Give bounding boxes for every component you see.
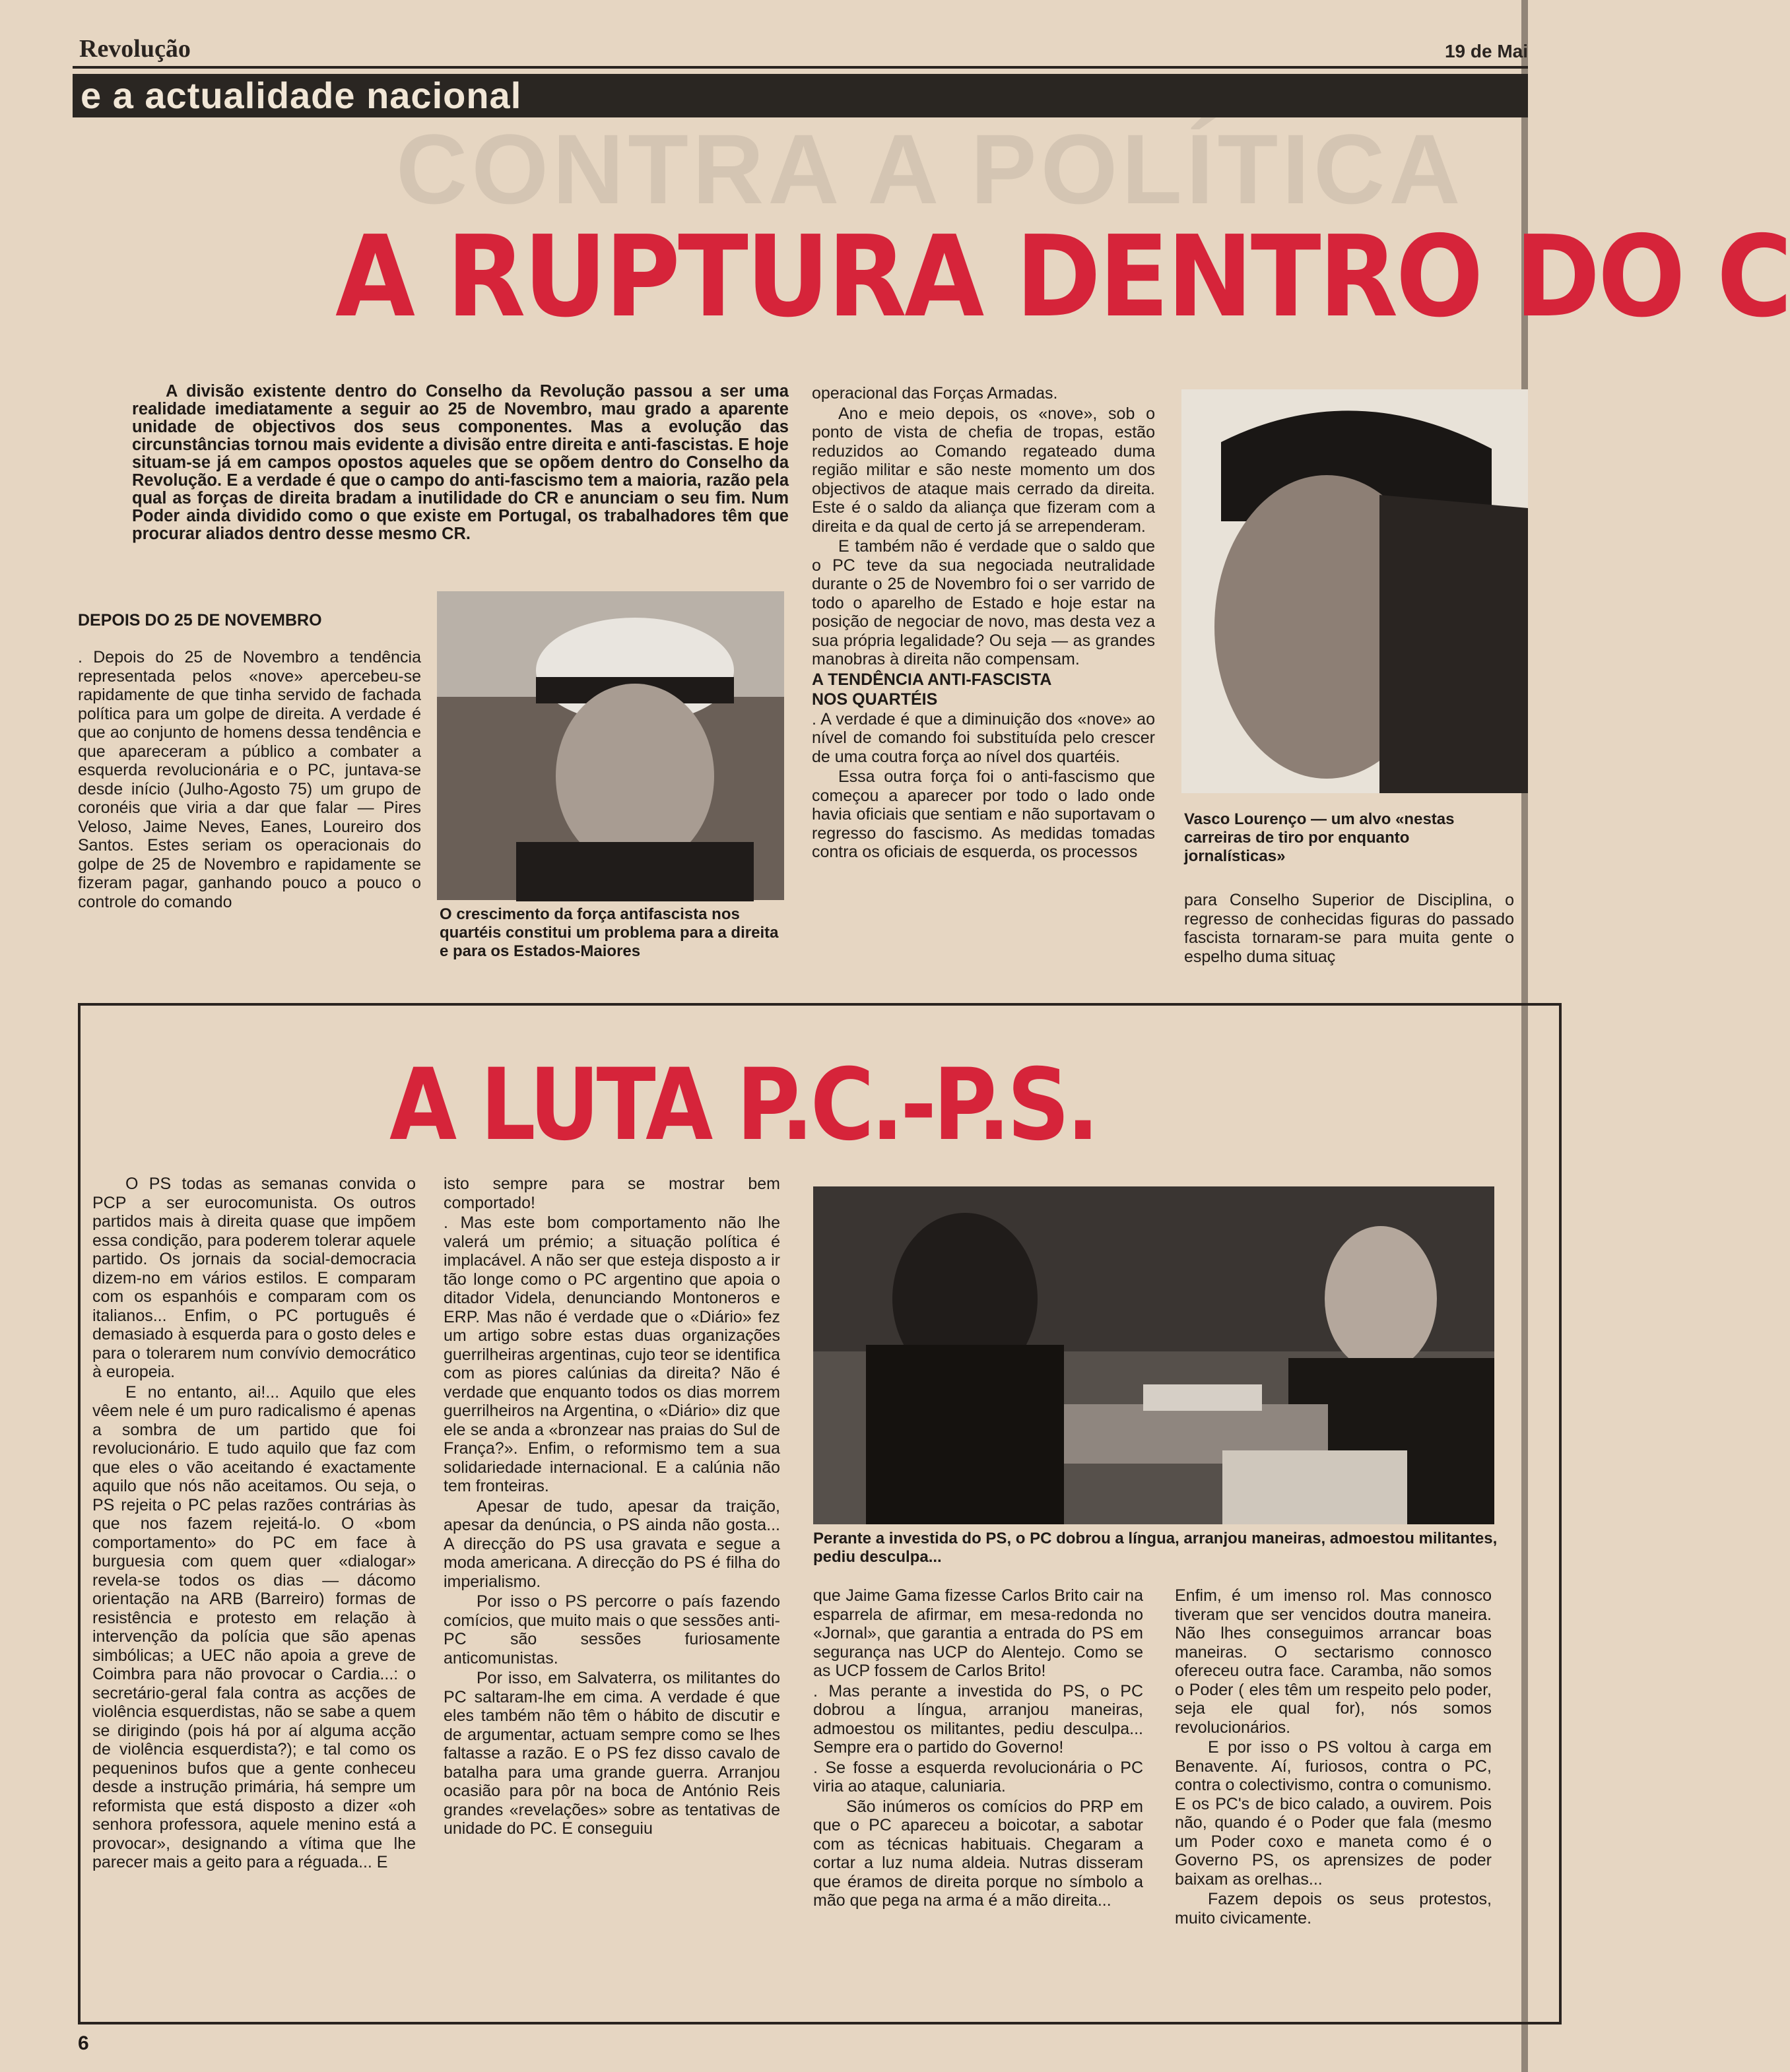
article2-col1-text-a: O PS todas as semanas convida o PCP a ser eurocomunista. Os outros partidos mais à direita quase que impõem essa condição, para poderem tolerar aquele partido. Os jornais da social-democracia dizem-no em vários estilos. E comparam com os espanhóis e comparam com os italianos... Enfim, o PC português é demasiado à esquerda para o gosto deles e para o tolerarem num convívio democrático à europeia. (92, 1175, 416, 1381)
photo-vasco-caption: Vasco Lourenço — um alvo «nestas carreiras de tiro por enquanto jornalísticas» (1184, 810, 1455, 865)
article1-column-3 (812, 384, 1155, 863)
headline-ruptura: A RUPTURA DENTRO DO C (335, 212, 1790, 342)
article2-col3-text-c: . Se fosse a esquerda revolucionária o PC viria ao ataque, caluniaria. (813, 1758, 1143, 1796)
article1-col3-text-a: operacional das Forças Armadas. (812, 384, 1058, 403)
ghost-headline: CONTRA A POLÍTICA (396, 113, 1465, 224)
subhead-tendencia-b: NOS QUARTÉIS (812, 690, 938, 709)
article2-column-1 (92, 1175, 416, 1873)
issue-date: 19 de Mai (1444, 41, 1528, 61)
photo-interview-caption: Perante a investida do PS, o PC dobrou a língua, arranjou maneiras, admoestou militantes, pediu desculpa... (813, 1530, 1498, 1566)
article2-col2-text-a: isto sempre para se mostrar bem comportado! (444, 1175, 780, 1212)
page-number: 6 (78, 2032, 89, 2054)
article2-col3-text-b: . Mas perante a investida do PS, o PC dobrou a língua, arranjou maneiras, admoestou os militantes, pediu desculpa... Sempre era o partido do Governo! (813, 1681, 1143, 1757)
article1-col1-text: . Depois do 25 de Novembro a tendência representada pelos «nove» apercebeu-se rapidamente de que tinha servido de fachada política para um golpe de direita. A verdade é que ao conjunto de homens dessa tendência e que apareceram a público a combater a esquerda revolucionária e o PC, juntava-se desde início (Julho-Agosto 75) um grupo de coronéis que viria a dar que falar — Pires Veloso, Jaime Neves, Eanes, Loureiro dos Santos. Estes seriam os operacionais do golpe de 25 de Novembro e rapidamente se fizeram pagar, ganhando pouco a pouco o controle do comando (78, 648, 421, 911)
article1-column-1 (78, 611, 421, 913)
article2-col4-text-b: E por isso o PS voltou à carga em Benavente. Aí, furiosos, contra o PC, contra o colectivismo, contra o comunismo. E os PC's de bico calado, a ouvirem. Pois não, quando é o Poder que fala (mesmo um Poder coxo e maneta como é o Governo PS, os aprensizes de poder baixam as orelhas... (1175, 1738, 1492, 1889)
photo-admiral-caption: O crescimento da força antifascista nos quartéis constitui um problema para a direita e para os Estados-Maiores (440, 905, 779, 960)
photo-vasco-lourenco (1181, 389, 1528, 793)
article2-col3-text-d: São inúmeros os comícios do PRP em que o PC apareceu a boicotar, a sabotar com as técnicas habituais. Chegaram a cortar a luz numa aldeia. Nutras disseram que éramos de direita porque no símbolo a mão que pega na arma é a mão direita... (813, 1797, 1143, 1910)
article1-lead: A divisão existente dentro do Conselho da Revolução passou a ser uma realidade imediatamente a seguir ao 25 de Novembro, mau grado a aparente unidade de objectivos dos seus componentes. Mas a evolução das circunstâncias tornou mais evidente a divisão entre direita e anti-fascistas. E hoje situam-se já em campos opostos aqueles que se opõem dentro do Conselho da Revolução. E a verdade é que o campo do anti-fascismo tem a maioria, razão pela qual as forças de direita bradam a inutilidade do CR e anunciam o seu fim. Num Poder ainda dividido como o que existe em Portugal, os trabalhadores têm que procurar aliados dentro desse mesmo CR. (132, 382, 789, 543)
section-title: e a actualidade nacional (81, 75, 522, 116)
article2-col2-text-b: . Mas este bom comportamento não lhe valerá um prémio; a situação política é implacável. A não ser que esteja disposto a ir tão longe como o PC argentino que apoia o ditador Videla, denunciando Montoneros e ERP. Mas não é verdade que o «Diário» fez um artigo sobre estas duas organizações guerrilheiras argentinas, cujo teor se identifica com as piores calúnias da direita? Não é verdade que enquanto todos os dias morrem guerrilheiros na Argentina, o «Diário» diz que ele se anda a «bronzear nas praias do Sul de França?». Enfim, o reformismo tem a sua solidariedade internacional. E a calúnia não tem fronteiras. (444, 1214, 780, 1495)
article1-col3-text-d: . A verdade é que a diminuição dos «nove» ao nível de comando foi substituída pelo crescer de uma coutra força ao nível dos quartéis. (812, 709, 1155, 766)
article2-col3-text-a: que Jaime Gama fizesse Carlos Brito cair na esparrela de afirmar, em mesa-redonda no «Jornal», que garantia a entrada do PS em segurança nas UCP do Alentejo. Como se as UCP fossem de Carlos Brito! (813, 1586, 1143, 1680)
article1-col3-text-e: Essa outra força foi o anti-fascismo que começou a aparecer por todo o lado onde havia oficiais que sentiam e não suportavam o regresso do fascismo. As medidas tomadas contra os oficiais de esquerda, os processos (812, 767, 1155, 861)
headline-luta: A LUTA P.C.-P.S. (389, 1048, 1096, 1163)
subhead-tendencia-a: A TENDÊNCIA ANTI-FASCISTA (812, 670, 1052, 689)
article2-col1-text-b: E no entanto, ai!... Aquilo que eles vêem nele é um puro radicalismo é apenas a sombra de um partido que foi revolucionário. E tudo aquilo que faz com que eles o vão aceitando é exactamente aquilo que nós não aceitamos. Ou seja, o PS rejeita o PC pelas razões contrárias às que nos fazem rejeitá-lo. O «bom comportamento» do PC em face à burguesia com quem quer «dialogar» revela-se todos os dias — dácomo orientação na ARB (Barreiro) formas de resistência e protesto em relação à intervenção da polícia que são apenas simbólicas; a UEC não apoia a greve de Coimbra para não provocar o Cardia...: o secretário-geral fala contra as acções de violência esquerdistas, não se sabe a quem se dirigindo (pois há por aí alguma acção de violência esquerdista?); e tal como os pequeninos bufos que a gente conheceu desde a instrução primária, há sempre um reformista que está disposto a dizer «oh senhora professora, aquele menino está a provocar», designando a vítima que lhe parecer mais a geito para a réguada... E (92, 1382, 416, 1871)
photo-interview (813, 1186, 1494, 1524)
article1-col3-text-b: Ano e meio depois, os «nove», sob o ponto de vista de chefia de tropas, estão reduzidos ao Comando regateado duma região militar e são neste momento um dos objectivos de ataque mais cerrado da direita. Este é o saldo da aliança que fizeram com a direita e da qual de certo já se arrependeram. (812, 404, 1155, 536)
article2-col2-text-d: Por isso o PS percorre o país fazendo comícios, que muito mais o que sessões anti-PC são sessões furiosamente anticomunistas. (444, 1592, 780, 1667)
header-rule (73, 66, 1528, 69)
article2-col4-text-a: Enfim, é um imenso rol. Mas connosco tiveram que ser vencidos doutra maneira. Não lhes conseguimos arrancar boas maneiras. O sectarismo connosco ofereceu outra face. Caramba, não somos o Poder ( eles têm um respeito pelo poder, seja ele qual for), nós somos revolucionários. (1175, 1586, 1492, 1737)
article1-col3-text-c: E também não é verdade que o saldo que o PC teve da sua negociada neutralidade durante o 25 de Novembro foi o ser varrido de todo o aparelho de Estado e hoje estar na posição de negociar de novo, mas desta vez a sua própria legalidade? Ou seja — as grandes manobras à direita não compensam. (812, 537, 1155, 668)
photo-admiral (437, 591, 784, 900)
article2-col2-text-c: Apesar de tudo, apesar da traição, apesar da denúncia, o PS ainda não gosta... A direcção do PS usa gravata e segue a moda americana. A direcção do PS é filha do imperialismo. (444, 1497, 780, 1591)
article2-col2-text-e: Por isso, em Salvaterra, os militantes do PC saltaram-lhe em cima. A verdade é que eles também não têm o hábito de discutir e de argumentar, actuam sempre como se lhes faltasse a razão. E o PS fez disso cavalo de batalha para uma grande guerra. Arranjou ocasião para pôr na boca de António Reis grandes «revelações» sobre as tentativas de unidade do PC. E conseguiu (444, 1669, 780, 1838)
article2-column-3 (813, 1586, 1143, 1912)
article2-column-4 (1175, 1586, 1492, 1929)
article2-column-2 (444, 1175, 780, 1840)
article1-col4-text: para Conselho Superior de Disciplina, o regresso de conhecidas figuras do passado fascista tornaram-se para muita gente o espelho duma situaç (1184, 891, 1514, 966)
article1-column-4 (1184, 891, 1514, 967)
masthead: Revolução (79, 35, 191, 63)
article2-col4-text-c: Fazem depois os seus protestos, muito civicamente. (1175, 1890, 1492, 1927)
subhead-depois: DEPOIS DO 25 DE NOVEMBRO (78, 611, 322, 630)
